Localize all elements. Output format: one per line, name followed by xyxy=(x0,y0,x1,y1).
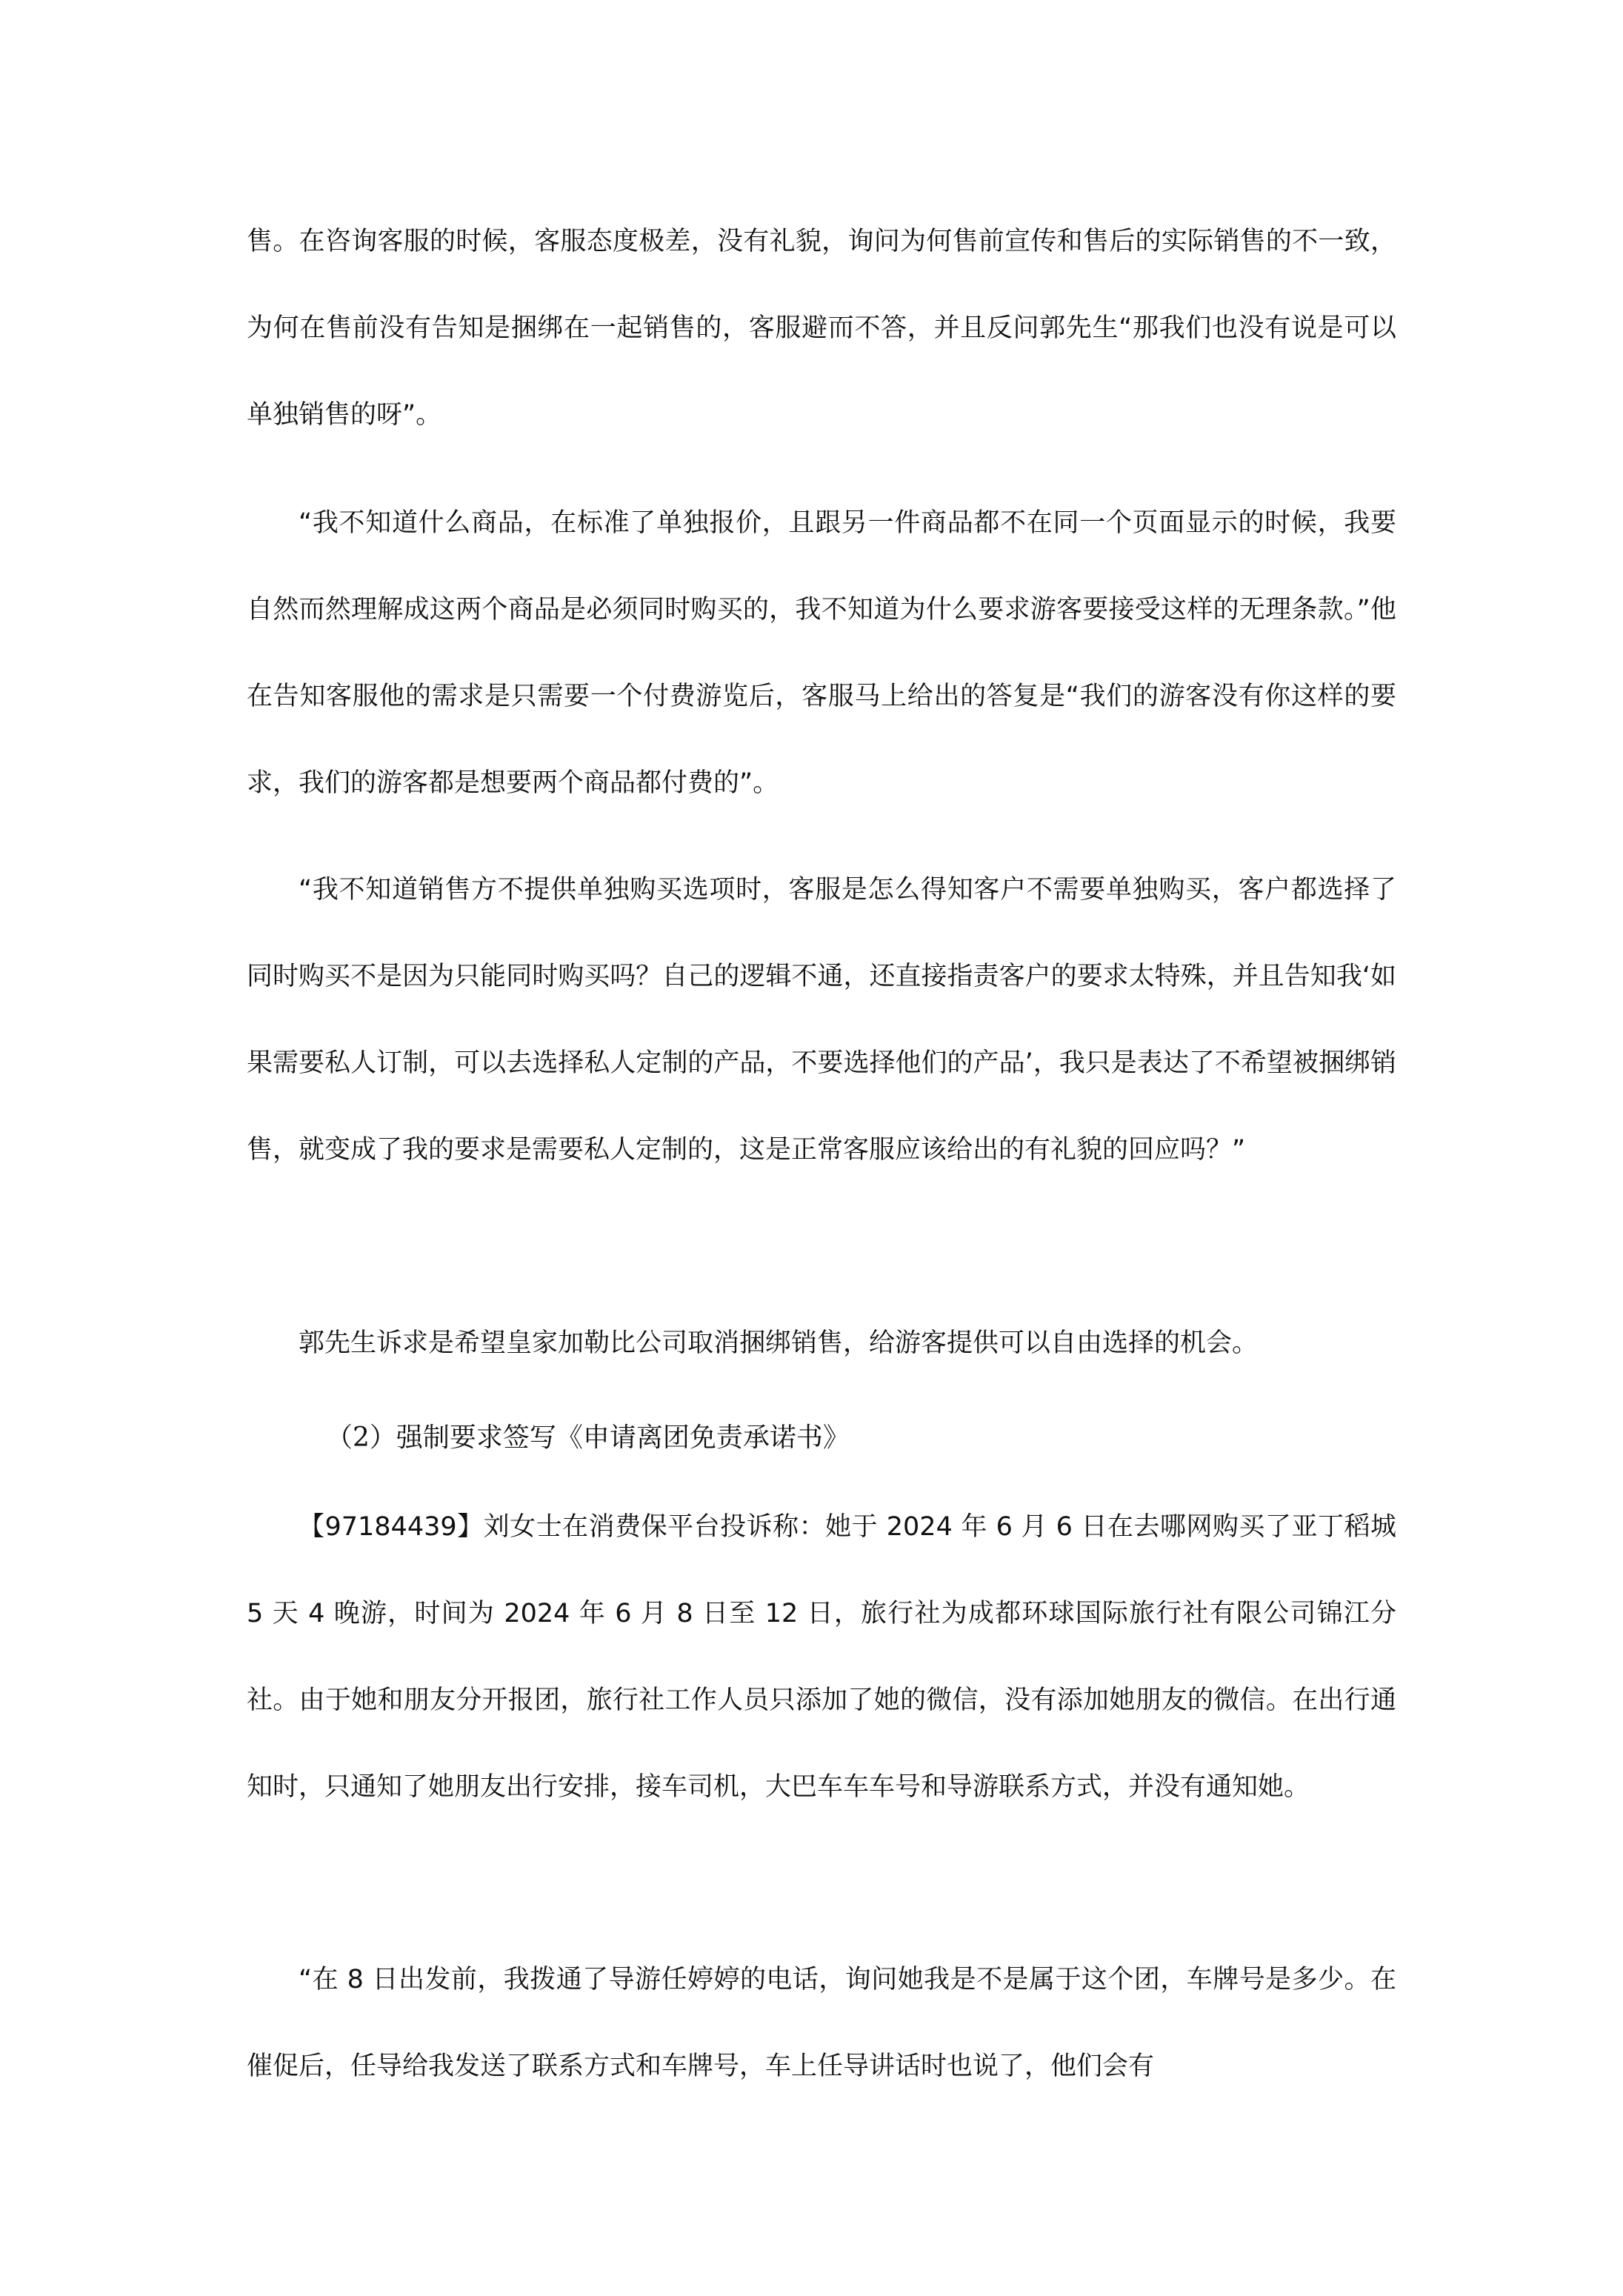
paragraph-quote-two: “我不知道销售方不提供单独购买选项时，客服是怎么得知客户不需要单独购买，客户都选择了同时购买不是因为只能同时购买吗？自己的逻辑不通，还直接指责客户的要求太特殊，并且告知我‘如果需要私人订制，可以去选择私人定制的产品，不要选择他们的产品’，我只是表达了不希望被捆绑销售，就变成了我的要求是需要私人定制的，这是正常客服应该给出的有礼貌的回应吗？” xyxy=(247,875,1396,1165)
paragraph-quote-three: “在 8 日出发前，我拨通了导游任婷婷的电话，询问她我是不是属于这个团，车牌号是多少。在催促后，任导给我发送了联系方式和车牌号，车上任导讲话时也说了，他们会有 xyxy=(247,1965,1396,2081)
paragraph-complaint: 【97184439】刘女士在消费保平台投诉称：她于 2024 年 6 月 6 日在去哪网购买了亚丁稻城 5 天 4 晚游，时间为 2024 年 6 月 8 日至 12 日，旅行社为成都环球国际旅行社有限公司锦江分社。由于她和朋友分开报团，旅行社工作人员只添加了她的微信，没有添加她朋友的微信。在出行通知时，只通知了她朋友出行安排，接车司机，大巴车车车号和导游联系方式，并没有通知她。 xyxy=(247,1512,1396,1802)
paragraph-appeal: 郭先生诉求是希望皇家加勒比公司取消捆绑销售，给游客提供可以自由选择的机会。 xyxy=(299,1328,1259,1358)
paragraph-continuation: 售。在咨询客服的时候，客服态度极差，没有礼貌，询问为何售前宣传和售后的实际销售的不一致，为何在售前没有告知是捆绑在一起销售的，客服避而不答，并且反问郭先生“那我们也没有说是可以单独销售的呀”。 xyxy=(247,227,1396,430)
section-heading: （2）强制要求签写《申请离团免责承诺书》 xyxy=(326,1422,850,1453)
paragraph-quote-one: “我不知道什么商品，在标准了单独报价，且跟另一件商品都不在同一个页面显示的时候，我要自然而然理解成这两个商品是必须同时购买的，我不知道为什么要求游客要接受这样的无理条款。”他在告知客服他的需求是只需要一个付费游览后，客服马上给出的答复是“我们的游客没有你这样的要求，我们的游客都是想要两个商品都付费的”。 xyxy=(247,508,1396,798)
